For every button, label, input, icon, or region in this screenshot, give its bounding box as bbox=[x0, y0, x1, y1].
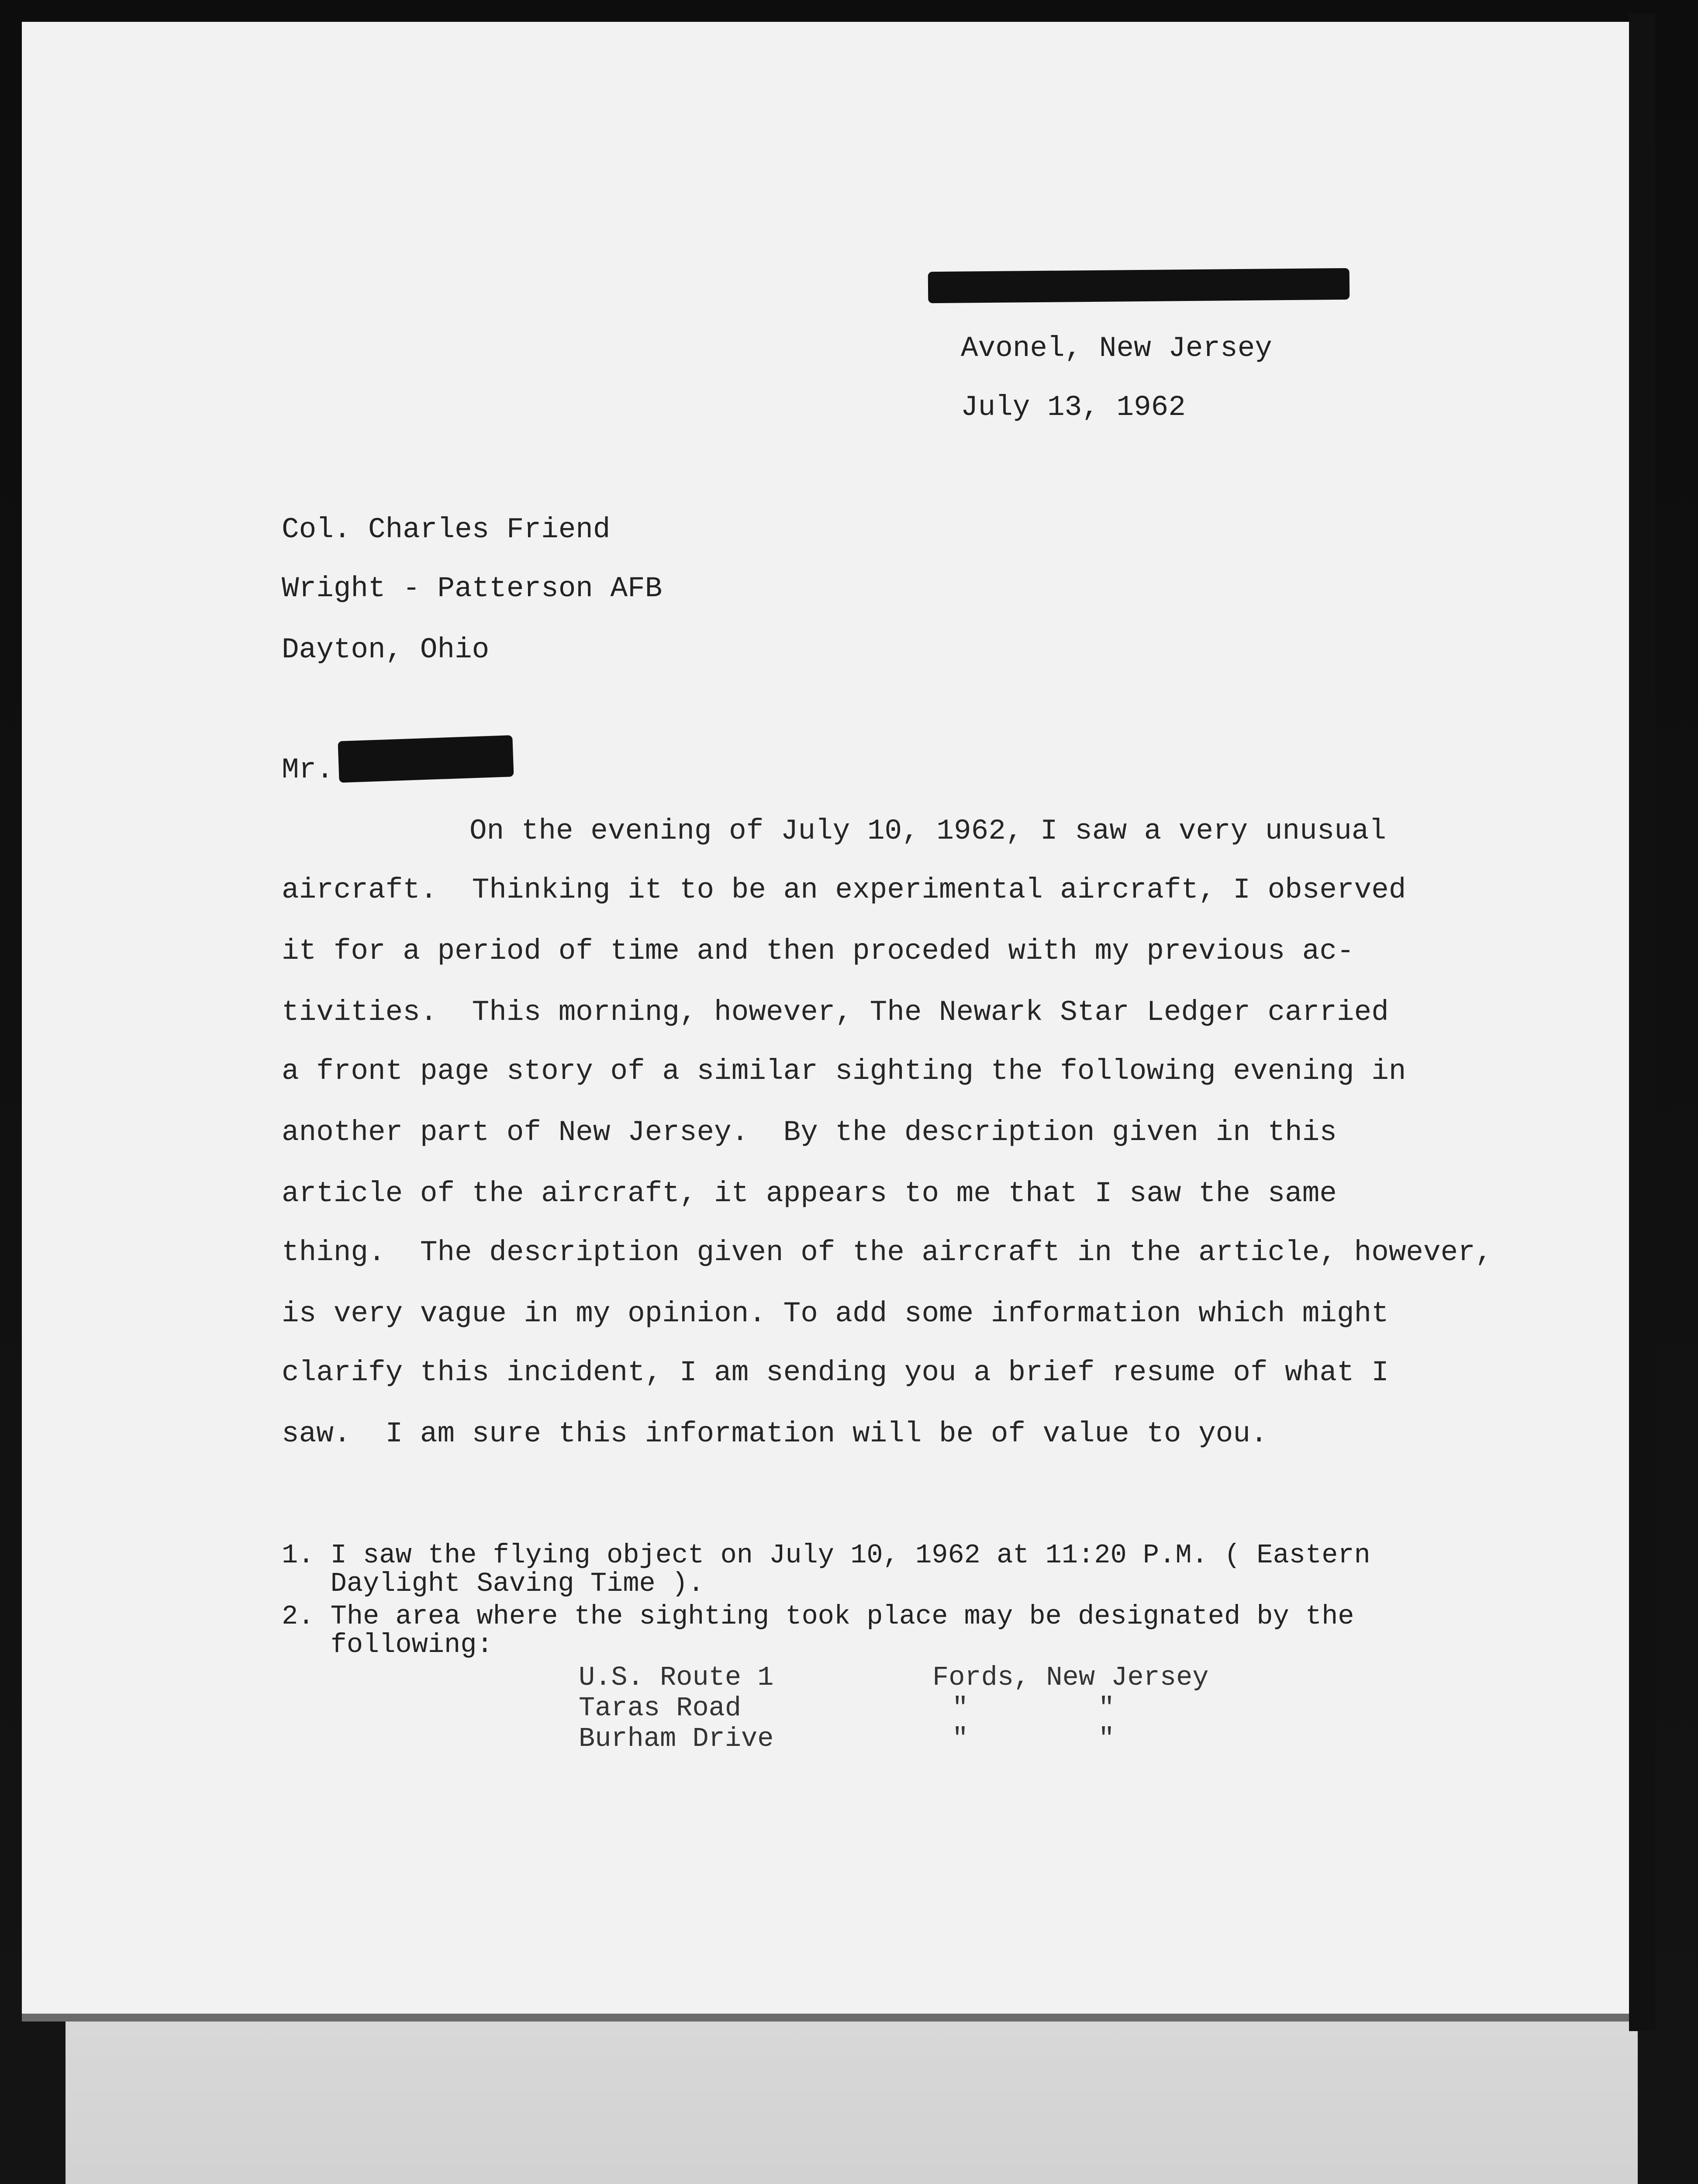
list-item-1-line-1: 1. I saw the flying object on July 10, 1962 at 11:20 P.M. ( Eastern bbox=[282, 1540, 1370, 1571]
list-item-1-line-2: Daylight Saving Time ). bbox=[282, 1568, 704, 1599]
recipient-city: Dayton, Ohio bbox=[282, 633, 490, 666]
salutation: Mr. bbox=[282, 753, 334, 786]
body-line: tivities. This morning, however, The Newark Star Ledger carried bbox=[282, 996, 1389, 1029]
list-item-2-line-1: 2. The area where the sighting took place may be designated by the bbox=[282, 1601, 1354, 1632]
location-place: Fords, New Jersey bbox=[932, 1662, 1209, 1693]
location-road: U.S. Route 1 bbox=[579, 1662, 774, 1693]
location-road: Taras Road bbox=[579, 1693, 742, 1724]
recipient-name: Col. Charles Friend bbox=[282, 513, 611, 546]
redaction-bar-sender bbox=[928, 268, 1350, 303]
body-line: aircraft. Thinking it to be an experimental aircraft, I observed bbox=[282, 874, 1406, 906]
letter-date: July 13, 1962 bbox=[961, 391, 1186, 424]
location-place: " " bbox=[952, 1723, 1115, 1754]
body-line: is very vague in my opinion. To add some information which might bbox=[282, 1297, 1389, 1330]
body-line: clarify this incident, I am sending you a brief resume of what I bbox=[282, 1356, 1389, 1389]
location-road: Burham Drive bbox=[579, 1723, 774, 1754]
page-edge-shadow bbox=[1629, 13, 1655, 2031]
list-item-2-line-2: following: bbox=[282, 1629, 493, 1660]
sender-location: Avonel, New Jersey bbox=[961, 332, 1272, 365]
body-line: On the evening of July 10, 1962, I saw a very unusual bbox=[469, 815, 1387, 847]
body-line: thing. The description given of the aircraft in the article, however, bbox=[282, 1236, 1493, 1269]
body-line: it for a period of time and then proceded with my previous ac- bbox=[282, 935, 1354, 968]
backing-board bbox=[66, 1992, 1638, 2184]
body-line: saw. I am sure this information will be of value to you. bbox=[282, 1417, 1268, 1450]
recipient-organization: Wright - Patterson AFB bbox=[282, 572, 663, 605]
body-line: article of the aircraft, it appears to me that I saw the same bbox=[282, 1177, 1337, 1210]
body-line: another part of New Jersey. By the description given in this bbox=[282, 1116, 1337, 1149]
redaction-bar-salutation bbox=[338, 735, 514, 783]
location-place: " " bbox=[952, 1693, 1115, 1724]
body-line: a front page story of a similar sighting the following evening in bbox=[282, 1055, 1406, 1088]
